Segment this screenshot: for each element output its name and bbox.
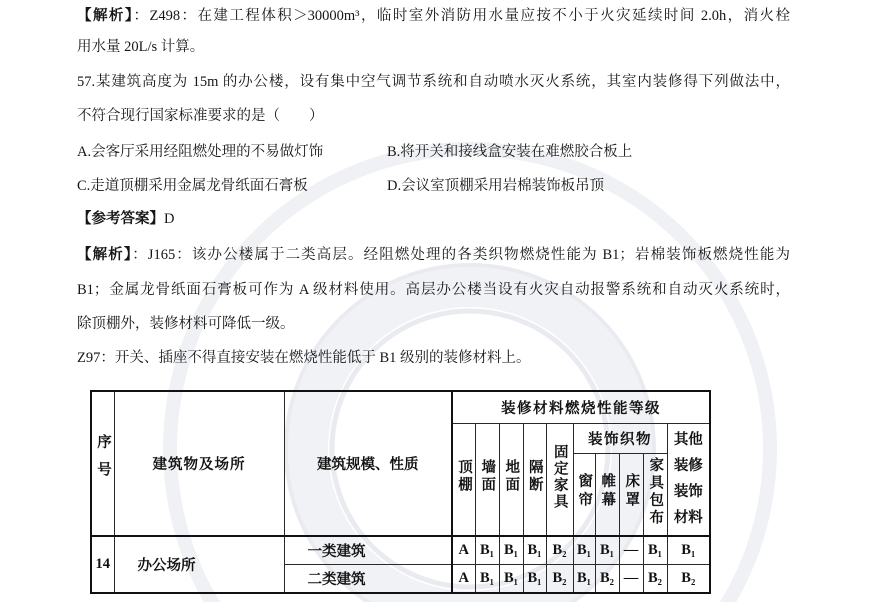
header-wall <box>475 423 499 536</box>
cell-floor: B₁ <box>499 536 523 564</box>
question-stem-line-1: 57.某建筑高度为 15m 的办公楼，设有集中空气调节系统和自动喷水灭火系统，其室内装修得下列做法中， <box>77 74 790 90</box>
z498-analysis-line-1 <box>77 6 790 26</box>
header-grade-group: 装修材料燃烧性能等级 <box>452 391 710 423</box>
header-curtain <box>573 453 595 536</box>
header-fixed-furniture-text: 固定家具 <box>551 443 568 510</box>
option-a: A.会客厅采用经阻燃处理的不易做灯饰 <box>77 144 324 160</box>
header-place: 建筑物及场所 <box>114 391 284 536</box>
cell-partition: B₁ <box>523 536 546 564</box>
header-floor-text: 地面 <box>503 459 520 495</box>
cell-fixed-furniture: B₂ <box>546 564 573 593</box>
cell-other: B₁ <box>667 536 710 564</box>
header-drape <box>595 453 619 536</box>
reference-answer <box>77 209 174 229</box>
j165-analysis-line-2: B1；金属龙骨纸面石膏板可作为 A 级材料使用。高层办公楼当设有火灾自动报警系统和自动灭火系统时， <box>77 282 790 298</box>
header-upholstery <box>643 453 667 536</box>
header-ceiling-text: 顶棚 <box>456 459 472 495</box>
header-other <box>667 423 710 536</box>
cell-wall: B₁ <box>475 564 499 593</box>
cell-upholstery: B₂ <box>643 564 667 593</box>
j165-analysis-text: ：J165：该办公楼属于二类高层。经阻燃处理的各类织物燃烧性能为 B1；岩棉装饰板燃烧性能为 <box>132 247 790 263</box>
option-c: C.走道顶棚采用金属龙骨纸面石膏板 <box>77 178 308 194</box>
cell-curtain: B₁ <box>573 536 595 564</box>
cell-other: B₂ <box>667 564 710 593</box>
header-other-text: 其他装修装饰材料 <box>673 432 703 527</box>
table-row <box>91 536 710 564</box>
cell-drape: B₂ <box>595 564 619 593</box>
cell-floor: B₁ <box>499 564 523 593</box>
fire-rating-table <box>90 390 711 594</box>
cell-fixed-furniture: B₂ <box>546 536 573 564</box>
cell-curtain: B₁ <box>573 564 595 593</box>
analysis-label: 【解析】 <box>77 247 133 263</box>
header-scale: 建筑规模、性质 <box>284 391 452 536</box>
cell-ceiling: A <box>452 564 475 593</box>
cell-ceiling: A <box>452 536 475 564</box>
j165-analysis-line-1 <box>77 245 790 265</box>
header-ceiling <box>452 423 475 536</box>
header-seq <box>91 391 114 536</box>
question-stem-line-2: 不符合现行国家标准要求的是（ ） <box>77 108 324 124</box>
header-curtain-text: 窗帘 <box>576 473 593 511</box>
header-bedspread <box>619 453 643 536</box>
header-textile-group: 装饰织物 <box>573 423 667 453</box>
z498-analysis-line-2: 用水量 20L/s 计算。 <box>77 39 205 55</box>
z498-analysis-text: ：Z498：在建工程体积＞30000m³，临时室外消防用水量应按不小于火灾延续时间 2.0h，消火栓 <box>133 8 790 24</box>
cell-partition: B₁ <box>523 564 546 593</box>
option-b: B.将开关和接线盒安装在难燃胶合板上 <box>387 144 633 160</box>
z97-note: Z97：开关、插座不得直接安装在燃烧性能低于 B1 级别的装修材料上。 <box>77 350 531 366</box>
answer-value: D <box>164 211 175 227</box>
cell-bedspread: — <box>619 536 643 564</box>
analysis-label: 【解析】 <box>77 8 134 24</box>
row-seq: 14 <box>91 536 114 593</box>
answer-label: 【参考答案】 <box>77 211 164 227</box>
header-drape-text: 帷幕 <box>599 473 616 511</box>
row-scale: 一类建筑 <box>284 536 452 564</box>
header-row-1 <box>91 391 710 423</box>
header-seq-text: 序号 <box>95 433 111 489</box>
cell-upholstery: B₁ <box>643 536 667 564</box>
row-place: 办公场所 <box>114 536 284 593</box>
header-fixed-furniture <box>546 423 573 536</box>
option-d: D.会议室顶棚采用岩棉装饰板吊顶 <box>387 178 605 194</box>
header-upholstery-text: 家具包布 <box>647 456 664 527</box>
cell-drape: B₁ <box>595 536 619 564</box>
header-floor <box>499 423 523 536</box>
header-bedspread-text: 床罩 <box>623 473 640 511</box>
j165-analysis-line-3: 除顶棚外，装修材料可降低一级。 <box>77 316 295 332</box>
header-partition <box>523 423 546 536</box>
cell-bedspread: — <box>619 564 643 593</box>
header-partition-text: 隔断 <box>526 459 543 495</box>
cell-wall: B₁ <box>475 536 499 564</box>
header-wall-text: 墙面 <box>479 459 496 495</box>
row-scale: 二类建筑 <box>284 564 452 593</box>
